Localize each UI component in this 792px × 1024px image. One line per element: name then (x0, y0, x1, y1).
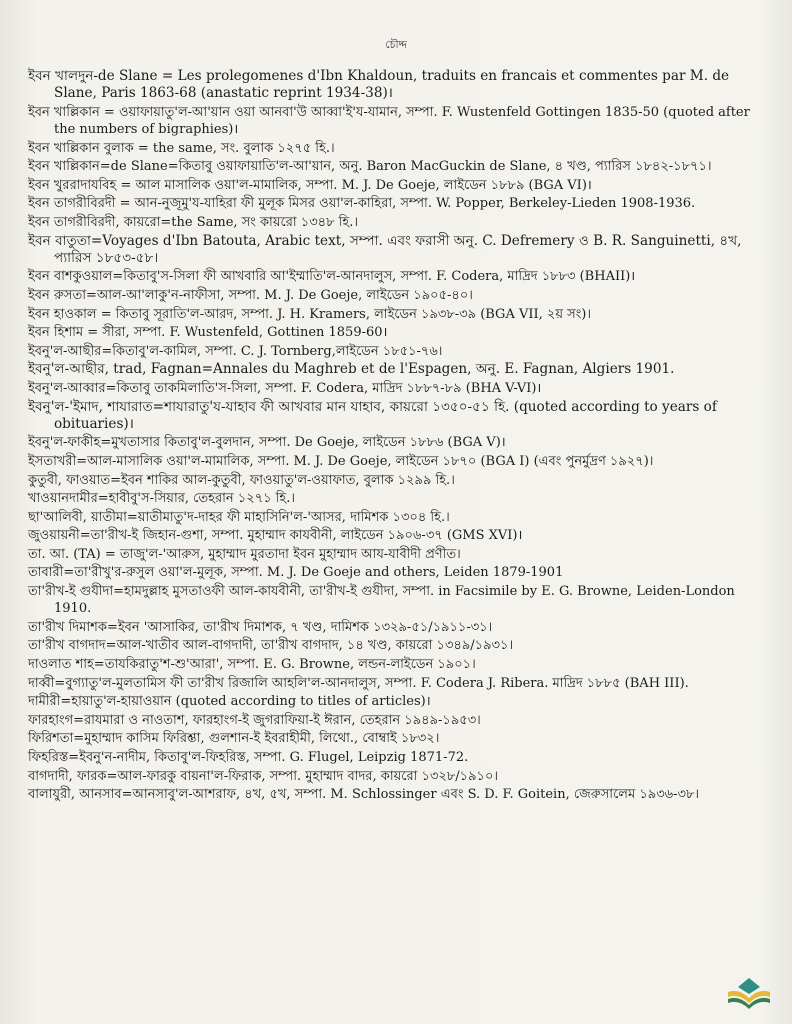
bibliography-entry: দামীরী=হায়াতু'ল-হায়াওয়ান (quoted according to titles of articles)। (28, 694, 431, 710)
bibliography-entry: কুতুবী, ফাওয়াত=ইবন শাকির আল-কুতুবী, ফাওয়াতু'ল-ওয়াফাত, বুলাক ১২৯৯ হি.। (28, 472, 455, 488)
bibliography-list (28, 68, 772, 805)
bibliography-entry: ইবন রুসতা=আল-আ'লাকু'ন-নাফীসা, সম্পা. M. J. De Goeje, লাইডেন ১৯০৫-৪০। (28, 287, 473, 303)
bibliography-entry: ফারহাংগ=রাযমারা ও নাওতাশ, ফারহাংগ-ই জুগরাফিয়া-ই ঈরান, তেহরান ১৯৪৯-১৯৫৩। (28, 712, 481, 728)
bibliography-entry: খাওয়ানদামীর=হাবীবু'স-সিয়ার, তেহরান ১২৭১ হি.। (28, 491, 296, 507)
bibliography-entry: বাগদাদী, ফারক=আল-ফারকু বায়না'ল-ফিরাক, সম্পা. মুহাম্মাদ বাদর, কায়রো ১৩২৮/১৯১০। (28, 768, 499, 784)
bibliography-entry: ইবনু'ল-আছীর=কিতাবু'ল-কামিল, সম্পা. C. J. Tornberg,লাইডেন ১৮৫১-৭৬। (28, 343, 443, 359)
bibliography-entry: ইবনু'ল-'ইমাদ, শাযারাত=শাযারাতু'য-যাহাব ফী আখবার মান যাহাব, কায়রো ১৩৫০-৫১ হি. (quoted according to years of obituaries)। (28, 398, 717, 432)
bibliography-entry: ফিহরিস্ত=ইবনু'ন-নাদীম, কিতাবু'ল-ফিহরিস্ত, সম্পা. G. Flugel, Leipzig 1871-72. (28, 750, 469, 766)
bibliography-entry: তা'রীখ-ই গুযীদা=হামদুল্লাহ মুসতাওফী আল-কাযবীনী, তা'রীখ-ই গুযীদা, সম্পা. in Facsimile by E. G. Browne, Leiden-London 1910. (28, 584, 735, 617)
bibliography-entry: দাব্বী=বুগ্যাতু'ল-মুলতামিস ফী তা'রীখ রিজালি আহলি'ল-আনদালুস, সম্পা. F. Codera J. Ribera. মাদ্রিদ ১৮৮৫ (BAH III). (28, 675, 689, 691)
bibliography-entry: দাওলাত শাহ=তাযকিরাতু'শ-শু'আরা', সম্পা. E. G. Browne, লন্ডন-লাইডেন ১৯০১। (28, 657, 476, 673)
bibliography-entry: ইবনু'ল-আব্বার=কিতাবু তাকমিলাতি'স-সিলা, সম্পা. F. Codera, মাদ্রিদ ১৮৮৭-৮৯ (BHA V-VI)। (28, 380, 542, 396)
bibliography-entry: তা. আ. (TA) = তাজু'ল-'আরুস, মুহাম্মাদ মুরতাদা ইবন মুহাম্মাদ আয-যাবীদী প্রণীত। (28, 546, 461, 562)
page-number-header: চৌদ্দ (385, 38, 407, 51)
bibliography-entry: ছা'আলিবী, য়াতীমা=য়াতীমাতু'দ-দাহর ফী মাহাসিনি'ল-'আসর, দামিশক ১৩০৪ হি.। (28, 509, 450, 525)
bibliography-entry: তা'রীখ দিমাশক=ইবন 'আসাকির, তা'রীখ দিমাশক, ৭ খণ্ড, দামিশক ১৩২৯-৫১/১৯১১-৩১। (28, 619, 493, 635)
bibliography-entry: তা'রীখ বাগদাদ=আল-খাতীব আল-বাগদাদী, তা'রীখ বাগদাদ, ১৪ খণ্ড, কায়রো ১৩৪৯/১৯৩১। (28, 638, 514, 654)
bibliography-entry: ইবনু'ল-আছীর, trad, Fagnan=Annales du Maghreb et de l'Espagen, অনু. E. Fagnan, Algiers 1901. (28, 361, 675, 378)
bibliography-entry: ইবন খাল্লিকান বুলাক = the same, সং. বুলাক ১২৭৫ হি.। (28, 140, 335, 156)
bibliography-entry: ইবন বাতুতা=Voyages d'Ibn Batouta, Arabic text, সম্পা. এবং ফরাসী অনু. C. Defremery ও B. R. Sanguinetti, ৪খ, প্যারিস ১৮৫৩-৫৮। (28, 232, 742, 266)
logo-diamond (738, 978, 760, 994)
bibliography-entry: ইবন খাল্লিকান = ওয়াফায়াতু'ল-আ'য়ান ওয়া আনবা'উ আব্বা'ই'য-যামান, সম্পা. F. Wustenfeld Gottingen 1835-50 (quoted after the numbers of bigraphies)। (28, 104, 750, 137)
bibliography-entry: বালাযুরী, আনসাব=আনসাবু'ল-আশরাফ, ৪খ, ৫খ, সম্পা. M. Schlossinger এবং S. D. F. Goitein, জেরুসালেম ১৯৩৬-৩৮। (28, 787, 700, 803)
bibliography-entry: ইবন খাল্লিকান=de Slane=কিতাবু ওয়াফায়াতি'ল-আ'য়ান, অনু. Baron MacGuckin de Slane, ৪ খণ্ড, প্যারিস ১৮৪২-১৮৭১। (28, 159, 712, 175)
bibliography-entry: তাবারী=তা'রীখু'র-রুসুল ওয়া'ল-মুলূক, সম্পা. M. J. De Goeje and others, Leiden 1879-1901 (28, 565, 564, 581)
bibliography-entry: ইবন বাশকুওয়াল=কিতাবু'স-সিলা ফী আখবারি আ'ইম্মাতি'ল-আনদালুস, সম্পা. F. Codera, মাদ্রিদ ১৮৮৩ (BHAII)। (28, 269, 636, 285)
bibliography-entry: ইবন তাগরীবিরদী = আন-নুজূমু'য-যাহিরা ফী মুলূক মিসর ওয়া'ল-কাহিরা, সম্পা. W. Popper, Berkeley-Lieden 1908-1936. (28, 196, 696, 212)
bibliography-entry: ইবন হিশাম = সীরা, সম্পা. F. Wustenfeld, Gottinen 1859-60। (28, 325, 388, 341)
bibliography-entry: ফিরিশতা=মুহাম্মাদ কাসিম ফিরিশ্তা, গুলশান-ই ইবরাহীমী, লিথো., বোম্বাই ১৮৩২। (28, 731, 440, 747)
bibliography-entry: ইবন খালদুন-de Slane = Les prolegomenes d'Ibn Khaldoun, traduits en francais et commentes par M. de Slane, Paris 1863-68 (anastatic reprint 1934-38)। (28, 68, 730, 102)
bibliography-entry: ইবন খুররাদাযবিহ = আল মাসালিক ওয়া'ল-মামালিক, সম্পা. M. J. De Goeje, লাইডেন ১৮৮৯ (BGA VI)। (28, 177, 592, 193)
open-book-logo-icon (724, 974, 774, 1010)
bibliography-entry: ইবন হাওকাল = কিতাবু সূরাতি'ল-আরদ, সম্পা. J. H. Kramers, লাইডেন ১৯৩৮-৩৯ (BGA VII, ২য় সং)। (28, 306, 592, 322)
bibliography-entry: ইবন তাগরীবিরদী, কায়রো=the Same, সং কায়রো ১৩৪৮ হি.। (28, 214, 358, 230)
bibliography-entry: ইবনু'ল-ফাকীহ=মুখতাসার কিতাবু'ল-বুলদান, সম্পা. De Goeje, লাইডেন ১৮৮৬ (BGA V)। (28, 435, 506, 451)
bibliography-entry: জুওয়ায়নী=তা'রীখ-ই জিহান-গুশা, সম্পা. মুহাম্মাদ কাযবীনী, লাইডেন ১৯০৬-৩৭ (GMS XVI)। (28, 528, 523, 544)
bibliography-entry: ইসতাখরী=আল-মাসালিক ওয়া'ল-মামালিক, সম্পা. M. J. De Goeje, লাইডেন ১৮৭০ (BGA I) (এবং পুনর্মুদ্রণ ১৯২৭)। (28, 453, 654, 469)
